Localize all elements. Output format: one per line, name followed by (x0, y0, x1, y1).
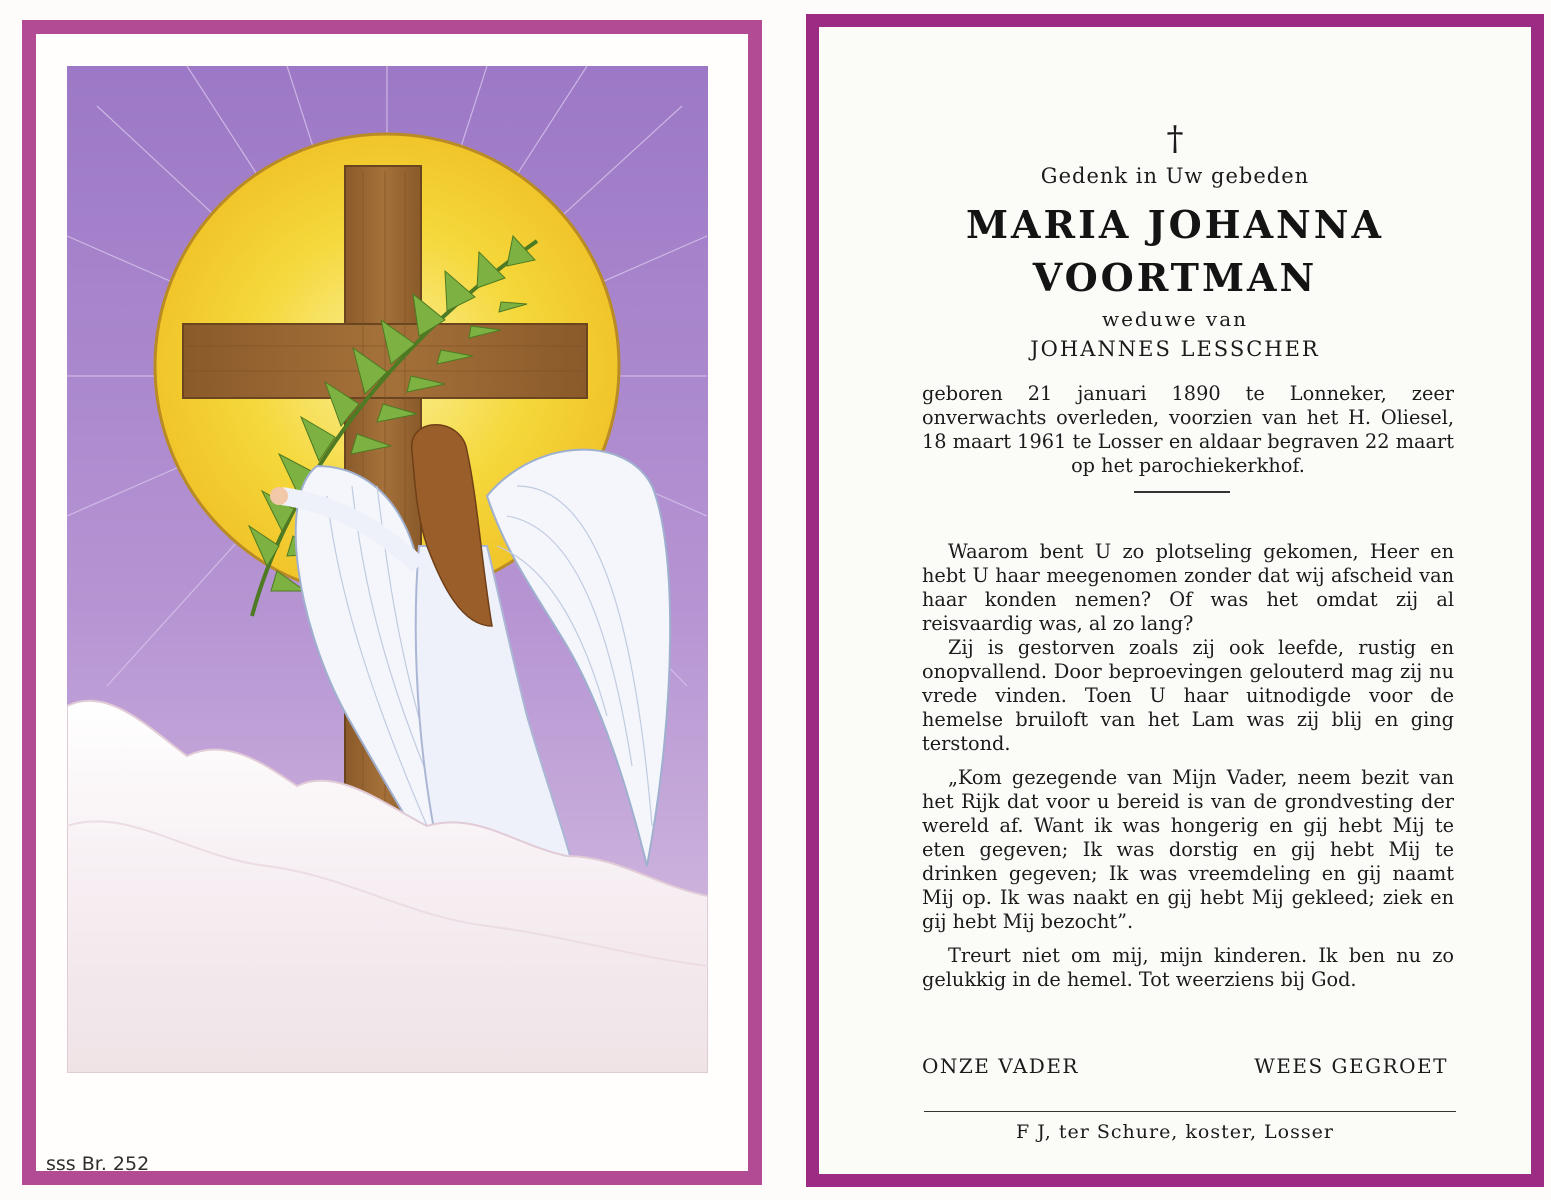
angel-illustration-svg (67, 66, 708, 1073)
memorial-text (922, 540, 1454, 992)
angel-cross-illustration (67, 66, 708, 1073)
husband-name: JOHANNES LESSCHER (1030, 337, 1320, 361)
memorial-paragraph-1: Waarom bent U zo plotseling gekomen, Heer en hebt U haar meegenomen zonder dat wij afscheid van haar konden nemen? Of was het omdat zij al reisvaardig was, al zo lang? (922, 540, 1454, 635)
biography-text (922, 382, 1454, 478)
prayer-our-father: ONZE VADER (922, 1054, 1079, 1078)
deceased-name-line2: VOORTMAN (1032, 255, 1318, 300)
deceased-name-line1: MARIA JOHANNA (965, 202, 1385, 247)
printer-credit: F J, ter Schure, koster, Losser (1016, 1121, 1334, 1143)
memorial-card-back (806, 14, 1544, 1187)
memorial-paragraph-4: Treurt niet om mij, mijn kinderen. Ik ben nu zo gelukkig in de hemel. Tot weerziens bij God. (922, 944, 1454, 991)
memorial-card-front (22, 20, 762, 1185)
prayer-hail-mary: WEES GEGROET (1254, 1054, 1448, 1078)
footer-rule (924, 1111, 1456, 1112)
biography-paragraph: geboren 21 januari 1890 te Lonneker, zeer onverwachts overleden, voorzien van het H. Oliesel, 18 maart 1961 te Losser en aldaar begraven 22 maart op het parochiekerkhof. (922, 382, 1454, 477)
separator-line (1134, 491, 1230, 493)
card-catalog-number: sss Br. 252 (46, 1153, 150, 1175)
widow-of-label: weduwe van (1101, 307, 1249, 331)
cross-symbol: † (1166, 119, 1184, 159)
memorial-paragraph-3: „Kom gezegende van Mijn Vader, neem bezit van het Rijk dat voor u bereid is van de grondvesting der wereld af. Want ik was hongerig en gij hebt Mij te eten gegeven; Ik was dorstig en gij hebt Mij te drinken gegeven; Ik was vreemdeling en gij naamt Mij op. Ik was naakt en gij hebt Mij gekleed; ziek en gij hebt Mij bezocht”. (922, 766, 1454, 933)
memorial-paragraph-2: Zij is gestorven zoals zij ook leefde, rustig en onopvallend. Door beproevingen gelouterd mag zij nu vrede vinden. Toen U haar uitnodigde voor de hemelse bruiloft van het Lam was zij blij en ging terstond. (922, 636, 1454, 755)
intro-line: Gedenk in Uw gebeden (1040, 164, 1310, 188)
